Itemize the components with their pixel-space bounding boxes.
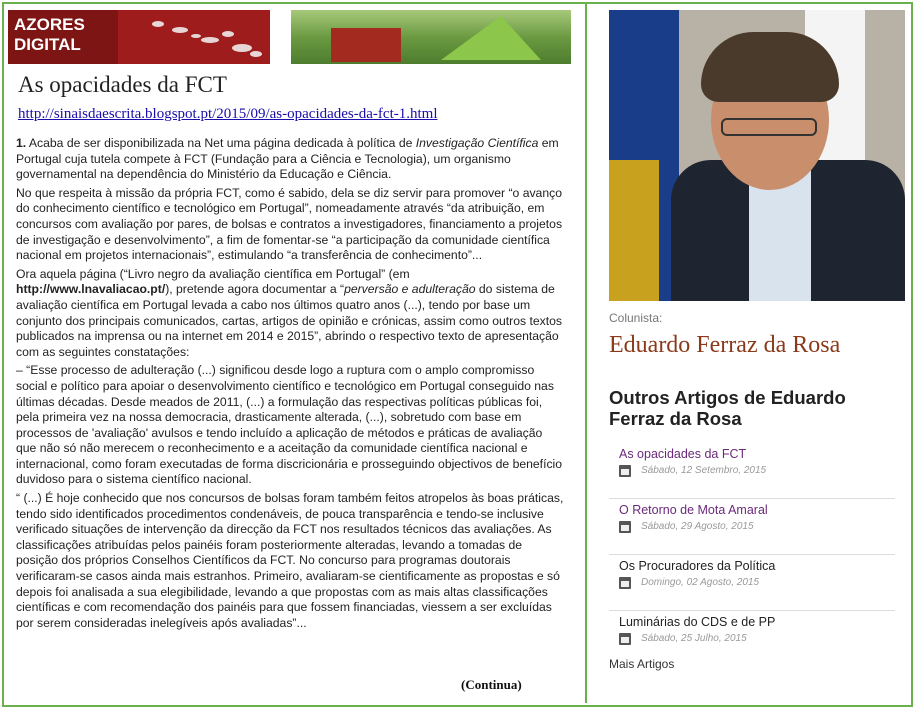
glasses-shape — [721, 118, 817, 136]
paragraph-2: No que respeita à missão da própria FCT, como é sabido, dela se diz servir para promover “o avanço do conhecimento científico e tecnológico em Portugal”, nomeadamente através “da atribuição, em concursos com avaliação por pares, de bolsas e contratos a investigadores, financiamento a projetos de investigação e desenvolvimento”, a fim de fomentar-se “a participação da comunidade científica nacional em projetos internacionais”, estimulando “a transferência de conhecimento”... — [16, 185, 563, 263]
house-roof-shape — [331, 28, 401, 62]
p3-text-a: Ora aquela página (“Livro negro da avaliação científica em Portugal” (em — [16, 266, 410, 281]
columnist-label: Colunista: — [609, 311, 663, 325]
article-date: Sábado, 12 Setembro, 2015 — [641, 465, 767, 476]
paragraph-number: 1. — [16, 136, 27, 150]
article-link[interactable]: O Retorno de Mota Amaral — [619, 503, 768, 517]
article-title: As opacidades da FCT — [18, 72, 227, 97]
article-date: Domingo, 02 Agosto, 2015 — [641, 577, 760, 588]
list-item[interactable] — [609, 499, 895, 555]
islands-map-graphic — [118, 10, 270, 64]
p1-text-b: em Portugal cuja tutela compete à FCT (Fundação para a Ciência e Tecnologia), um organismo governamental na dependência do Ministério da Educação e Ciência. — [16, 136, 559, 182]
paragraph-1 — [16, 136, 564, 183]
inline-link[interactable]: http://www.lnavaliacao.pt/ — [16, 282, 166, 297]
paragraph-3 — [16, 267, 564, 361]
site-logo[interactable] — [8, 10, 118, 64]
hair-shape — [701, 32, 839, 102]
other-articles-heading: Outros Artigos de Eduardo Ferraz da Rosa — [609, 387, 846, 429]
list-item[interactable] — [609, 443, 895, 499]
article-body — [16, 136, 564, 634]
paragraph-4: – “Esse processo de adulteração (...) significou desde logo a ruptura com o amplo compromisso social e político para apoiar o desenvolvimento científico e tecnológico em Portugal conseguido nas últimas décadas. Desde meados de 2011, (...) a formulação das respectivas políticas públicas foi, pela primeira vez na nossa democracia, drasticamente alterada, (...), sobretudo com base em processos de 'avaliação' avulsos e tendo incluído a aplicação de métodos e práticas de avaliação que não só não merecem o reconhecimento e a aceitação da comunidade científica nacional e internacional, como foram executadas de forma discricionária e prosseguindo objectivos de benefício duvidoso para o sistema científico nacional. — [16, 363, 563, 487]
p1-text-a: Acaba de ser disponibilizada na Net uma página dedicada à política de — [26, 136, 416, 150]
article-date: Sábado, 25 Julho, 2015 — [641, 633, 747, 644]
green-sail-shape — [441, 16, 541, 60]
other-articles-list — [609, 443, 895, 666]
article-link[interactable]: As opacidades da FCT — [619, 447, 747, 461]
calendar-icon — [619, 577, 631, 589]
article-link[interactable]: Os Procuradores da Política — [619, 559, 776, 573]
columnist-photo — [609, 10, 905, 301]
calendar-icon — [619, 521, 631, 533]
list-item[interactable] — [609, 555, 895, 611]
continue-label: (Continua) — [461, 677, 522, 692]
flag-gold-shape — [609, 160, 659, 301]
islands-map-icon — [118, 10, 270, 64]
logo-line-1: AZORES — [14, 15, 85, 34]
calendar-icon — [619, 465, 631, 477]
article-date: Sábado, 29 Agosto, 2015 — [641, 521, 754, 532]
columnist-name[interactable]: Eduardo Ferraz da Rosa — [609, 332, 841, 358]
banner-photo — [291, 10, 571, 64]
p3-emphasis: perversão e adulteração — [344, 282, 476, 297]
more-articles-link[interactable]: Mais Artigos — [609, 657, 675, 671]
calendar-icon — [619, 633, 631, 645]
logo-line-2: DIGITAL — [14, 35, 81, 54]
shirt-shape — [749, 170, 811, 301]
article-link[interactable]: Luminárias do CDS e de PP — [619, 615, 776, 629]
p1-emphasis: Investigação Científica — [415, 136, 539, 150]
paragraph-5: “ (...) É hoje conhecido que nos concursos de bolsas foram também feitos atropelos às boas práticas, tendo sido identificados procedimentos condenáveis, de pouca transparência e tendo-se inclusive verificado situações de intervenção da direcção da FCT nos resultados técnicos das avaliações. As classificações atribuídas pelos painéis foram posteriormente alteradas, levando a tomadas de posição dos próprios Conselhos Científicos da FCT. No concurso para programas doutorais verificaram-se casos ainda mais estranhos. Primeiro, avaliaram-se cientificamente as propostas e só depois foi analisada a sua elegibilidade, levando a que propostas com as mais altas classificações científicas e com recomendação dos painéis para que fossem financiadas, viessem a ser excluídas por serem consideradas inelegíveis após avaliadas”... — [16, 491, 564, 630]
p3-text-b: ), pretende agora documentar a “ — [165, 282, 345, 297]
source-link[interactable]: http://sinaisdaescrita.blogspot.pt/2015/09/as-opacidades-da-fct-1.html — [18, 106, 438, 122]
site-banner[interactable] — [8, 10, 571, 64]
p3-text-c: do sistema de avaliação científica em Portugal levada a cabo nos últimos quatro anos (...), tendo por base um conjunto dos principais comunicados, cartas, artigos de opinião e crónicas, assim como outros textos publicados na imprensa ou na internet em 2014 e 2015”, abrindo o respectivo texto de apresentação com as seguintes constatações: — [16, 282, 563, 359]
